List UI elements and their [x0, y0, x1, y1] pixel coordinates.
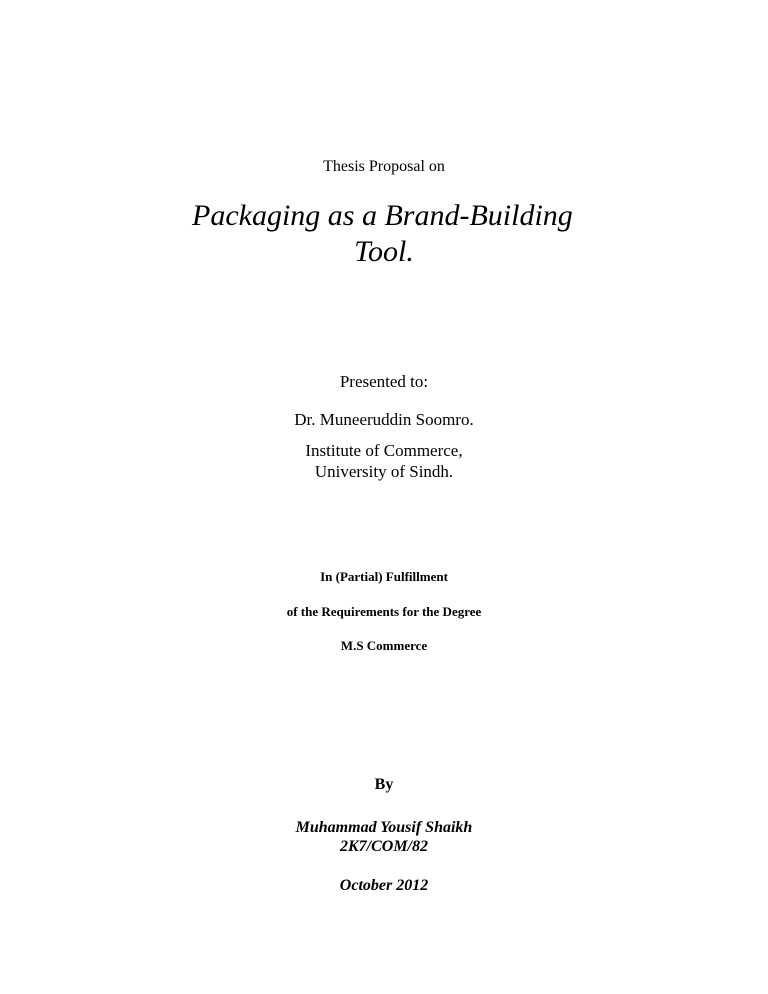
presented-to-label: Presented to: [339, 372, 429, 391]
thesis-title-line-2: Tool. [354, 235, 414, 268]
degree-name: M.S Commerce [340, 638, 428, 653]
institute-name: Institute of Commerce, [305, 441, 463, 460]
proposal-intro: Thesis Proposal on [323, 158, 445, 175]
by-label: By [374, 776, 394, 793]
university-name: University of Sindh. [314, 462, 454, 481]
roll-number: 2K7/COM/82 [339, 838, 428, 855]
thesis-title-line-1: Packaging as a Brand-Building [192, 199, 573, 232]
fulfillment-line-2: of the Requirements for the Degree [286, 604, 482, 619]
submission-date: October 2012 [339, 877, 429, 894]
author-name: Muhammad Yousif Shaikh [295, 819, 473, 836]
fulfillment-line-1: In (Partial) Fulfillment [320, 569, 448, 584]
advisor-name: Dr. Muneeruddin Soomro. [294, 410, 474, 429]
